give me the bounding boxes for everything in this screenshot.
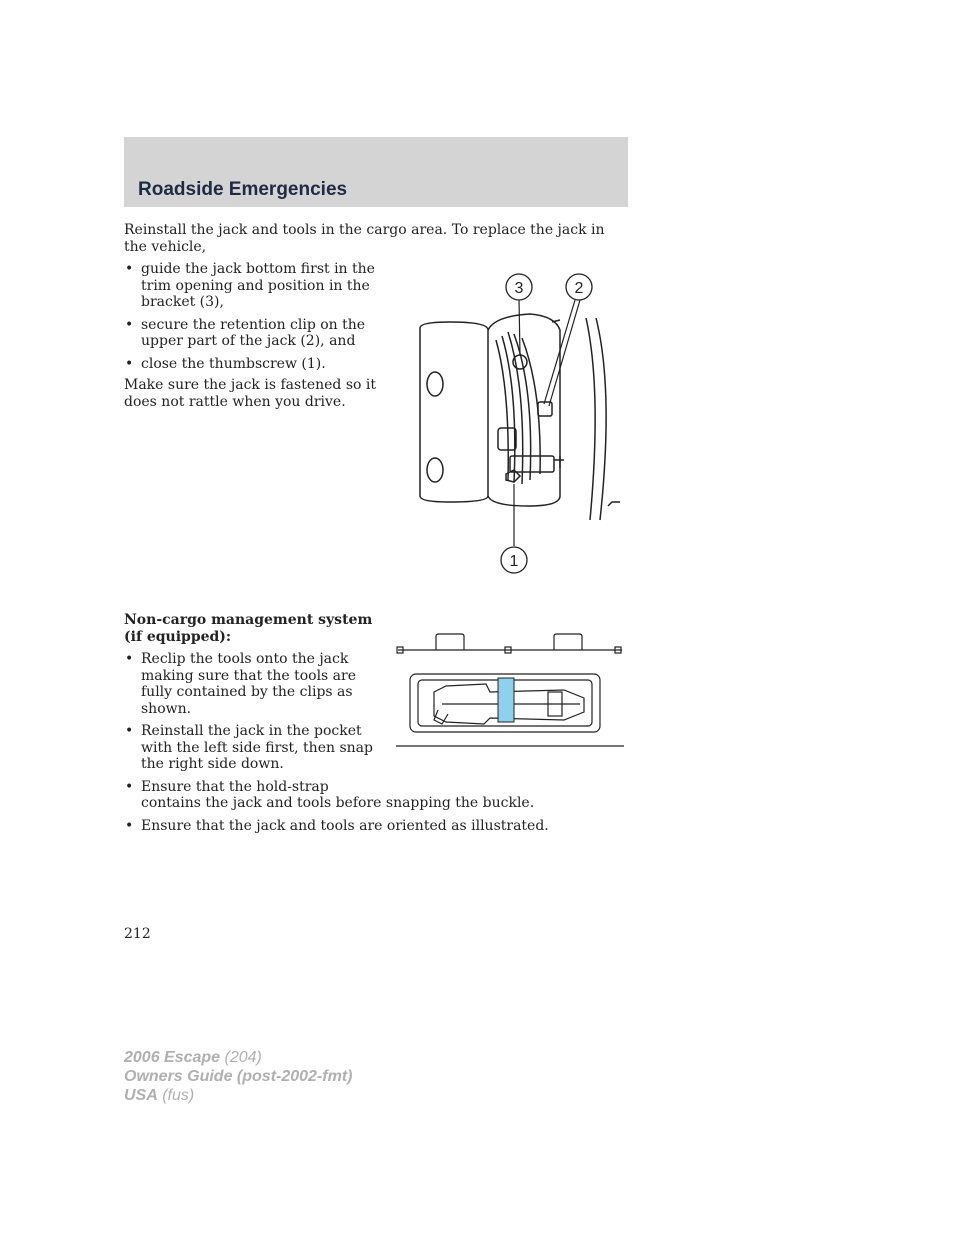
step-line: trim opening and position in the <box>141 277 370 294</box>
item-line: the right side down. <box>141 756 284 772</box>
bullet-icon: • <box>125 651 134 667</box>
step-line: guide the jack bottom first in the <box>141 261 375 277</box>
note-line: Make sure the jack is fastened so it <box>124 377 376 393</box>
footer-market: USA <box>124 1087 158 1104</box>
heading-line: (if equipped): <box>124 628 232 645</box>
footer-model: 2006 Escape <box>124 1049 221 1066</box>
item-line: fully contained by the clips as <box>141 684 353 700</box>
callout-2-label: 2 <box>574 280 584 297</box>
bullet-icon: • <box>125 723 134 739</box>
list-item <box>124 818 624 835</box>
fasten-note <box>124 377 384 410</box>
list-item <box>124 356 384 373</box>
section-header-band <box>124 137 628 207</box>
item-line: making sure that the tools are <box>141 667 357 684</box>
step-line: close the thumbscrew (1). <box>141 355 326 372</box>
bullet-icon: • <box>125 316 134 333</box>
bullet-icon: • <box>125 778 134 795</box>
hold-strap <box>498 678 514 722</box>
footer-guide: Owners Guide (post-2002-fmt) <box>124 1068 353 1085</box>
list-item <box>124 317 384 350</box>
jack-stowage-illustration <box>394 632 626 750</box>
bullet-icon: • <box>125 355 134 372</box>
step-line: upper part of the jack (2), and <box>141 333 356 349</box>
intro-paragraph: Reinstall the jack and tools in the cargo area. To replace the jack in the vehicle, <box>124 222 605 255</box>
item-line: Reinstall the jack in the pocket <box>141 723 362 739</box>
item-line: Reclip the tools onto the jack <box>141 651 349 667</box>
footer-market-code: (fus) <box>157 1087 195 1104</box>
list-item <box>124 779 624 812</box>
footer-model-code: (204) <box>220 1049 262 1066</box>
item-line: contains the jack and tools before snapping the buckle. <box>141 795 535 811</box>
noncargo-heading <box>124 612 384 645</box>
callout-1-label: 1 <box>509 553 519 570</box>
note-line: does not rattle when you drive. <box>124 393 346 410</box>
item-line: shown. <box>141 700 192 717</box>
heading-line: Non-cargo management system <box>124 612 373 628</box>
bullet-icon: • <box>125 261 134 277</box>
document-footer <box>124 1048 352 1105</box>
bullet-icon: • <box>125 817 134 834</box>
item-line: Ensure that the hold-strap <box>141 778 329 795</box>
callout-3-label: 3 <box>514 280 524 297</box>
reinstall-steps-list <box>124 261 384 378</box>
step-line: bracket (3), <box>141 294 224 310</box>
step-line: secure the retention clip on the <box>141 316 366 333</box>
page-number: 212 <box>124 926 151 942</box>
list-item <box>124 261 384 311</box>
item-line: with the left side first, then snap <box>141 739 373 756</box>
jack-mounting-illustration <box>410 270 630 580</box>
item-line: Ensure that the jack and tools are oriented as illustrated. <box>141 817 549 834</box>
section-title: Roadside Emergencies <box>138 179 348 200</box>
